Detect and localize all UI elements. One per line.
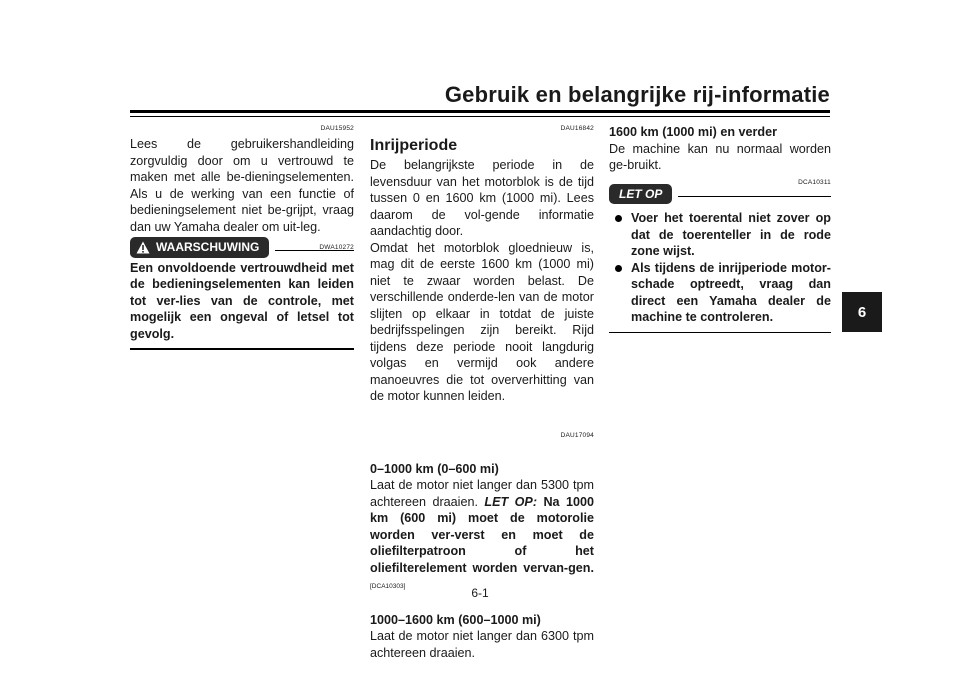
reference-code: DAU17094 — [560, 431, 594, 439]
reference-code: [DCA10303] — [370, 583, 406, 590]
notice-list — [609, 210, 831, 326]
paragraph: Laat de motor niet langer dan 6300 tpm achtereen draaien. — [370, 629, 594, 660]
header-rule-thin — [130, 116, 830, 117]
page-title: Gebruik en belangrijke rij-informatie — [444, 82, 830, 107]
subheading: 0–1000 km (0–600 mi) — [370, 461, 499, 476]
paragraph — [370, 477, 594, 596]
paragraph: De machine kan nu normaal worden ge-bruikt. — [609, 141, 831, 172]
notice-inline-text: Na 1000 km (600 mi) moet de motorolie worden ver-verst en moet de oliefilterpatroon of het oliefilterelement worden vervan-gen. — [370, 494, 594, 575]
intro-paragraph: Lees de gebruikershandleiding zorgvuldig door om u vertrouwd te maken met alle be-dieningselementen. Als u de werking van een functie of bedieningselement niet be-grijpt, vraag dan uw Yamaha dealer om uit-leg. — [130, 137, 354, 234]
warning-label — [130, 237, 269, 258]
list-item: Voer het toerental niet zover op dat de toerenteller in de rode zone wijst. — [609, 210, 831, 260]
notice-label: LET OP — [609, 184, 672, 205]
section-heading: Inrijperiode — [370, 137, 458, 154]
reference-code: DAU15952 — [320, 125, 354, 132]
warning-label-text: WAARSCHUWING — [156, 240, 260, 254]
column-left — [130, 120, 354, 350]
chapter-tab: 6 — [842, 292, 882, 332]
paragraph-text: Laat de motor niet langer dan 5300 tpm achtereen draaien. — [370, 478, 594, 509]
notice-header — [609, 184, 831, 205]
page-number: 6-1 — [471, 586, 489, 600]
reference-code: DAU16842 — [560, 125, 594, 132]
column-middle — [370, 120, 594, 661]
paragraph: De belangrijkste periode in de levensduur van het motorblok is de tijd tussen 0 en 1600 km (1000 mi). Lees daarom de vol-gende informatie aandachtig door. — [370, 158, 594, 238]
spacer — [370, 405, 594, 427]
column-right — [609, 120, 831, 333]
notice-header-rule — [678, 196, 831, 197]
subheading: 1600 km (1000 mi) en verder — [609, 125, 778, 139]
reference-code: DWA10272 — [319, 243, 354, 251]
spacer — [370, 443, 594, 461]
warning-end-rule — [130, 348, 354, 350]
subheading: 1000–1600 km (600–1000 mi) — [370, 612, 541, 627]
notice-end-rule — [609, 332, 831, 334]
warning-triangle-icon — [136, 241, 150, 254]
reference-code: DCA10311 — [798, 178, 831, 186]
warning-text: Een onvoldoende vertrouwdheid met de bedieningselementen kan leiden tot ver-lies van de controle, met mogelijk een ongeval of letsel tot gevolg. — [130, 260, 354, 341]
header-rule — [130, 110, 830, 113]
paragraph: Omdat het motorblok gloednieuw is, mag dit de eerste 1600 km (1000 mi) niet te zwaar worden belast. De verschillende onderde-len van de motor slijten op elkaar in totdat de juiste bedrijfsspelingen zijn bereikt. Rijd tijdens deze periode nooit langdurig volgas en vermijd ook andere manoeuvres die tot oververhitting van de motor kunnen leiden. — [370, 240, 594, 403]
notice-inline-label: LET OP: — [484, 494, 538, 509]
list-item: Als tijdens de inrijperiode motor-schade optreedt, vraag dan direct een Yamaha dealer de machine te controleren. — [609, 260, 831, 326]
